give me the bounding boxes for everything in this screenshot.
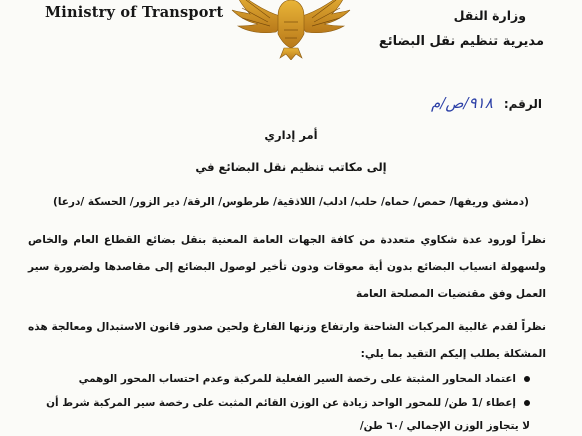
list-item-text: اعتماد المحاور المثبتة على رخصة السير الفعلية للمركبة وعدم احتساب المحور الوهمي (78, 373, 516, 385)
bullet-icon (524, 376, 530, 382)
reference-label: الرقم: (503, 97, 542, 111)
bullet-icon (524, 400, 530, 406)
reference-number-row (431, 93, 542, 112)
order-title: أمر إداري (264, 128, 318, 142)
list-item-text: إعطاء /1 طن/ للمحور الواحد زيادة عن الوزن القائم المثبت على رخصة سير المركبة شرط أن لا يتجاوز الوزن الإجمالي /٦٠ طن/ (46, 397, 530, 432)
ministry-arabic-title: وزارة النقل (453, 8, 526, 23)
list-item (40, 392, 530, 436)
addressee-line: إلى مكاتب تنظيم نقل البضائع في (195, 160, 387, 174)
cities-list: (دمشق وريفها/ حمص/ حماه/ حلب/ ادلب/ اللاذقية/ طرطوس/ الرقة/ دير الزور/ الحسكة /درعا) (53, 196, 529, 208)
directorate-title: مديرية تنظيم نقل البضائع (378, 34, 544, 49)
paragraph-instructions: نظراً لقدم غالبية المركبات الشاحنة وارتفاع وزنها الفارغ ولحين صدور قانون الاستبدال ومعالجة هذه المشكلة يطلب إليكم التقيد بما يلي: (28, 321, 546, 360)
reference-number: ٩١٨/ص/م (431, 94, 493, 112)
paragraph-complaints: نظراً لورود عدة شكاوي متعددة من كافة الجهات العامة المعنية بنقل بضائع القطاع العام والخاص ولسهولة انسياب البضائع بدون أية معوقات ودون تأخير لوصول البضائع إلى مقاصدها ولضرورة سير العمل وفق مقتضيات المصلحة العامة (28, 234, 546, 300)
eagle-emblem-icon (226, 0, 356, 60)
ministry-english-title: Ministry of Transport (45, 4, 224, 21)
list-item (40, 368, 530, 391)
